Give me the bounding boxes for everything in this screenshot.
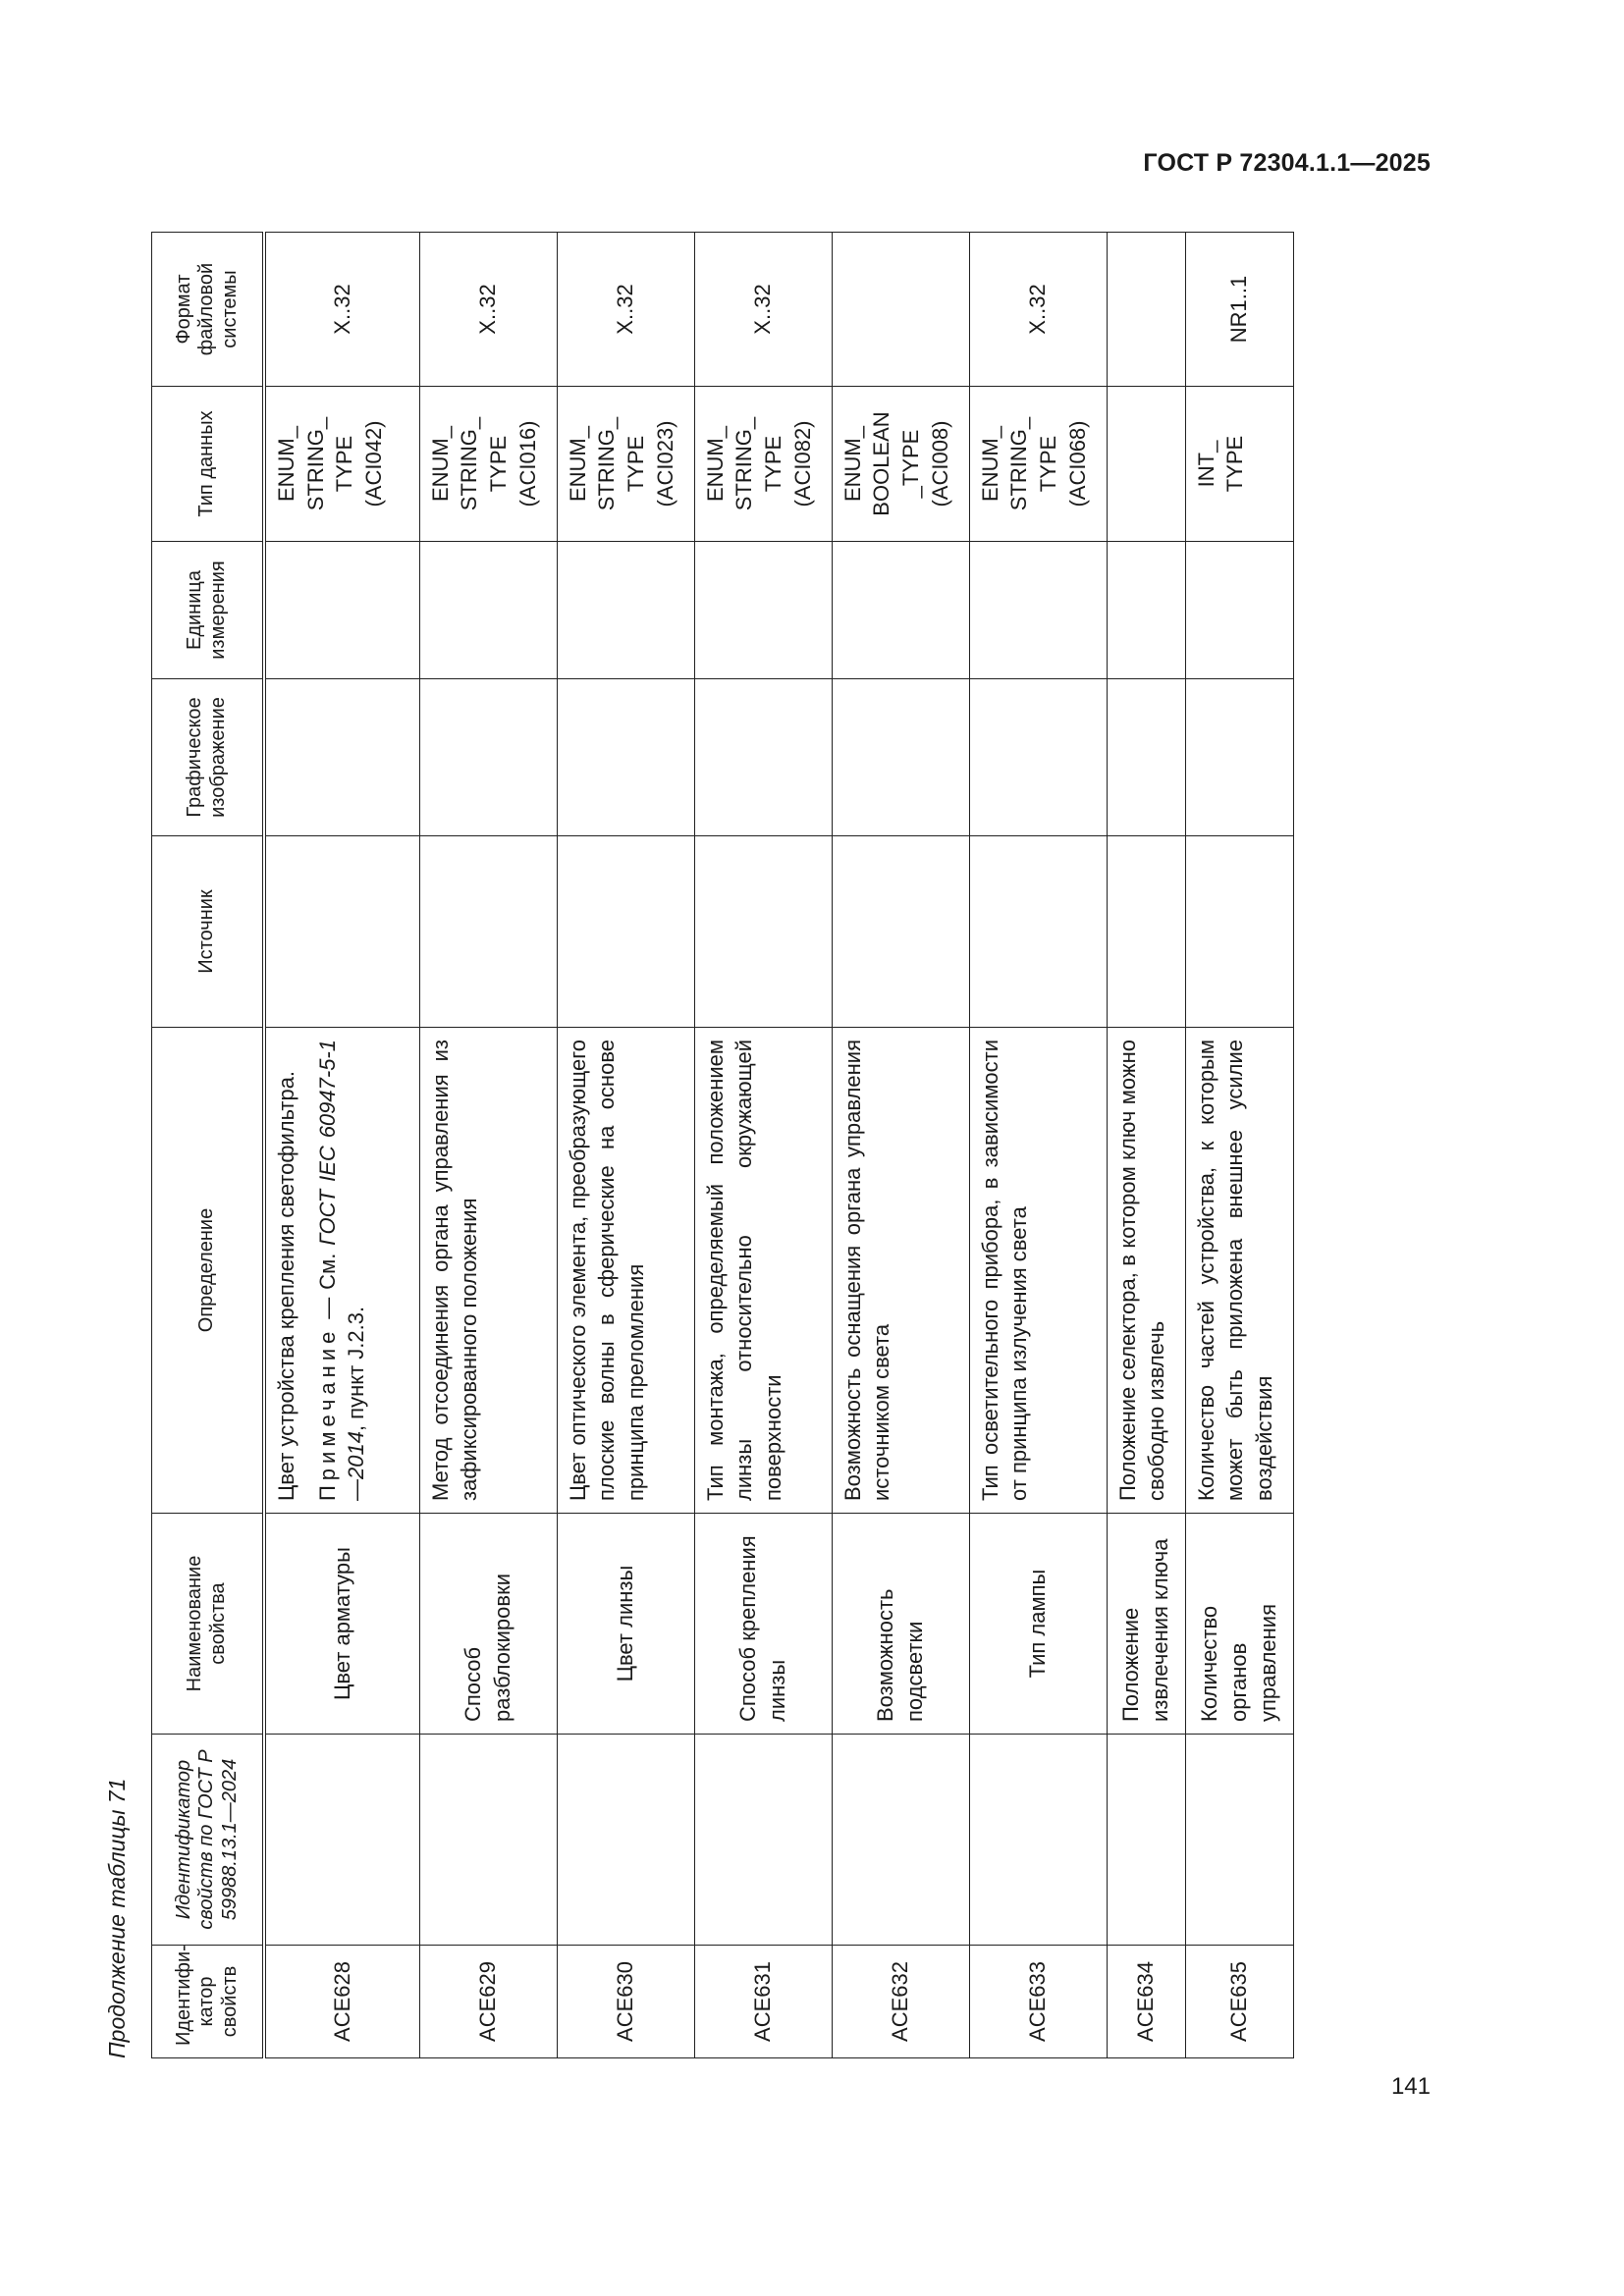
cell-gost-id [1185,1735,1293,1946]
cell-name: Тип лампы [969,1514,1107,1735]
table-row [832,233,969,2058]
cell-definition [264,1028,419,1514]
cell-gost-id [264,1735,419,1946]
cell-name: Способ крепления линзы [694,1514,832,1735]
datatype-line: STRING_ [594,416,620,511]
cell-source [557,836,694,1028]
properties-table [151,232,1294,2058]
cell-id: ACE631 [694,1946,832,2058]
datatype-line: ENUM_ [274,426,298,503]
col-header-graphic: Графическое изображение [152,679,265,836]
cell-unit [557,542,694,679]
cell-graphic [1185,679,1293,836]
cell-gost-id [832,1735,969,1946]
datatype-line: STRING_ [731,416,757,511]
cell-datatype [969,387,1107,542]
table-row [419,233,557,2058]
datatype-line: TYPE [485,435,511,493]
datatype-line: ENUM_ [839,426,865,503]
cell-name: Количество органов управления [1185,1514,1293,1735]
note-text-end: , пункт J.2.3. [344,1306,369,1432]
cell-name: Цвет арматуры [264,1514,419,1735]
col-header-datatype: Тип данных [152,387,265,542]
col-header-name: Наименование свойства [152,1514,265,1735]
cell-id: ACE633 [969,1946,1107,2058]
cell-format: X..32 [419,233,557,387]
datatype-line: ENUM_ [702,426,728,503]
cell-datatype [557,387,694,542]
cell-graphic [969,679,1107,836]
datatype-line: (ACI068) [1064,420,1090,507]
datatype-line: TYPE [760,435,785,493]
cell-unit [969,542,1107,679]
cell-format: X..32 [969,233,1107,387]
cell-source [1107,836,1185,1028]
cell-format: X..32 [557,233,694,387]
cell-id: ACE629 [419,1946,557,2058]
table-row [694,233,832,2058]
cell-datatype [694,387,832,542]
cell-gost-id [1107,1735,1185,1946]
page-number: 141 [1390,2073,1431,2100]
datatype-line: TYPE [1035,435,1060,493]
cell-id: ACE628 [264,1946,419,2058]
cell-definition: Возможность оснащения органа управления источником света [832,1028,969,1514]
cell-id: ACE634 [1107,1946,1185,2058]
cell-id: ACE635 [1185,1946,1293,2058]
cell-graphic [832,679,969,836]
cell-datatype [419,387,557,542]
table-row [969,233,1107,2058]
cell-id: ACE630 [557,1946,694,2058]
cell-source [419,836,557,1028]
cell-source [694,836,832,1028]
col-header-format: Формат файловой системы [152,233,265,387]
col-header-unit: Единица измерения [152,542,265,679]
table-row [264,233,419,2058]
cell-unit [832,542,969,679]
table-row [1185,233,1293,2058]
cell-format: X..32 [264,233,419,387]
datatype-line: (ACI082) [789,420,815,507]
cell-name: Способ разблокировки [419,1514,557,1735]
datatype-line: TYPE [1222,435,1248,493]
cell-graphic [557,679,694,836]
cell-unit [419,542,557,679]
rotated-table-block [102,233,1290,2058]
cell-name: Цвет линзы [557,1514,694,1735]
cell-datatype [832,387,969,542]
datatype-line: STRING_ [457,416,482,511]
datatype-line: ENUM_ [565,426,590,503]
cell-definition: Метод отсоединения органа управления из зафиксированного положения [419,1028,557,1514]
datatype-line: (ACI016) [514,420,540,507]
note-reference: ГОСТ IEC 60947-5-1—2014 [314,1040,369,1501]
col-header-id: Идентифи-катор свойств [152,1946,265,2058]
cell-definition: Положение селектора, в котором ключ можно свободно извлечь [1107,1028,1185,1514]
datatype-line: ENUM_ [977,426,1002,503]
datatype-line: (ACI008) [927,420,952,507]
cell-gost-id [419,1735,557,1946]
table-row [557,233,694,2058]
col-header-gost-id: Идентификатор свойств по ГОСТ Р 59988.13.1—2024 [152,1735,265,1946]
cell-graphic [419,679,557,836]
cell-definition: Количество частей устройства, к которым может быть приложена внешнее усилие воздействия [1185,1028,1293,1514]
cell-graphic [264,679,419,836]
col-header-definition: Определение [152,1028,265,1514]
cell-unit [264,542,419,679]
datatype-line: STRING_ [302,416,328,511]
cell-definition: Тип осветительного прибора, в зависимости от принципа излучения света [969,1028,1107,1514]
datatype-line: _TYPE [897,429,923,499]
datatype-line: INT_ [1193,440,1218,488]
datatype-line: ENUM_ [427,426,453,503]
cell-gost-id [694,1735,832,1946]
table-header-row [152,233,265,2058]
cell-name: Возможность подсветки [832,1514,969,1735]
cell-format: X..32 [694,233,832,387]
cell-source [264,836,419,1028]
cell-unit [694,542,832,679]
cell-datatype [1107,387,1185,542]
datatype-line: STRING_ [1006,416,1032,511]
cell-id: ACE632 [832,1946,969,2058]
datatype-line: BOOLEAN [869,411,894,516]
datatype-line: (ACI042) [361,420,387,507]
note-text: — См. [314,1245,340,1327]
datatype-line: TYPE [623,435,648,493]
datatype-line: TYPE [332,435,357,493]
cell-format [1107,233,1185,387]
cell-format [832,233,969,387]
definition-note [313,1040,371,1501]
col-header-source: Источник [152,836,265,1028]
cell-source [969,836,1107,1028]
cell-definition: Тип монтажа, определяемый положением линзы относительно окружающей поверхности [694,1028,832,1514]
document-code: ГОСТ Р 72304.1.1—2025 [1143,149,1431,177]
table-row [1107,233,1185,2058]
cell-datatype [1185,387,1293,542]
cell-unit [1107,542,1185,679]
definition-text: Цвет устройства крепления светофильтра. [274,1070,298,1501]
cell-unit [1185,542,1293,679]
cell-name: Положение извлечения ключа [1107,1514,1185,1735]
table-caption: Продолжение таблицы 71 [104,1778,130,2058]
datatype-line: (ACI023) [652,420,677,507]
cell-graphic [1107,679,1185,836]
note-label: Примечание [314,1326,340,1501]
cell-format: NR1..1 [1185,233,1293,387]
cell-source [1185,836,1293,1028]
cell-gost-id [557,1735,694,1946]
cell-graphic [694,679,832,836]
cell-source [832,836,969,1028]
cell-datatype [264,387,419,542]
cell-definition: Цвет оптического элемента, преобразующего плоские волны в сферические на основе принципа преломления [557,1028,694,1514]
cell-gost-id [969,1735,1107,1946]
